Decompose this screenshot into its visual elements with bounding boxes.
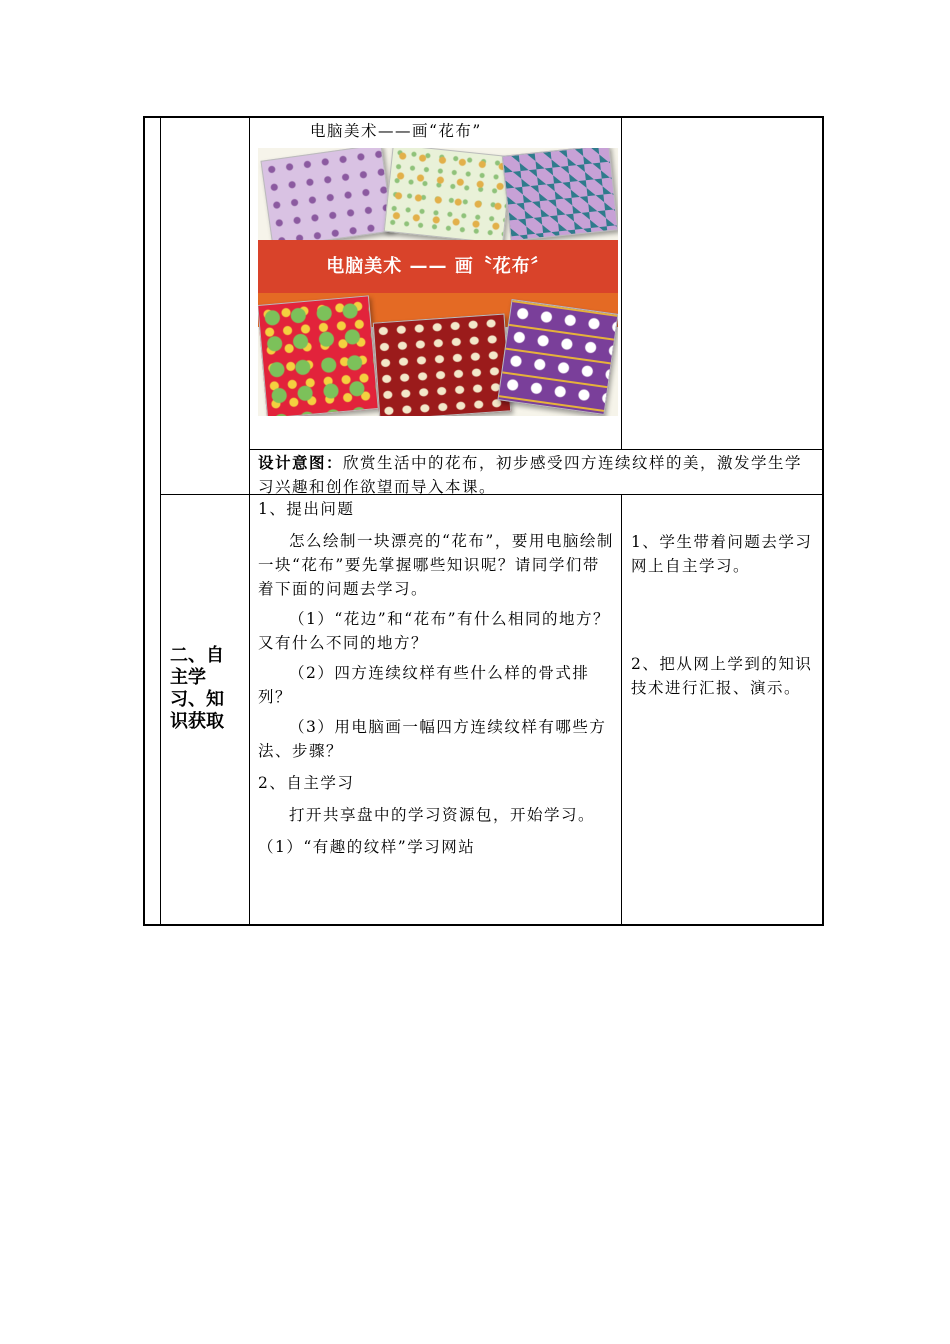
teacher-line-3: （1）“花边”和“花布”有什么相同的地方？又有什么不同的地方？ xyxy=(258,610,611,652)
student-line-1: 1、学生带着问题去学习网上自主学习。 xyxy=(631,533,813,575)
design-intent xyxy=(258,451,818,499)
fabric-swatch-2 xyxy=(384,148,513,244)
fabric-swatch-6 xyxy=(497,299,618,415)
banner-title: 电脑美术——画“花布” xyxy=(310,122,482,140)
section-label: 二、自主学习、知识获取 xyxy=(170,645,224,732)
teacher-line-2: 怎么绘制一块漂亮的“花布”，要用电脑绘制一块“花布”要先掌握哪些知识呢？请同学们带着下面的问题去学习。 xyxy=(258,532,614,598)
teacher-line-5: （3）用电脑画一幅四方连续纹样有哪些方法、步骤？ xyxy=(258,718,607,760)
teacher-line-4: （2）四方连续纹样有些什么样的骨式排列？ xyxy=(258,664,590,706)
fabric-swatch-3 xyxy=(502,148,618,241)
student-line-2: 2、把从网上学到的知识技术进行汇报、演示。 xyxy=(631,655,813,697)
teacher-line-1: 1、提出问题 xyxy=(258,500,355,518)
fabric-swatch-1 xyxy=(260,148,393,248)
teacher-line-8: （1）“有趣的纹样”学习网站 xyxy=(258,838,476,856)
student-activities xyxy=(631,530,816,700)
teacher-activities xyxy=(258,497,616,859)
design-intent-label: 设计意图： xyxy=(258,454,344,472)
teacher-line-6: 2、自主学习 xyxy=(258,774,355,792)
fabric-swatch-4 xyxy=(258,295,379,416)
banner-image xyxy=(258,148,618,416)
banner-text: 电脑美术 —— 画〝花布〞 xyxy=(326,256,550,277)
design-intent-text: 欣赏生活中的花布，初步感受四方连续纹样的美，激发学生学习兴趣和创作欲望而导入本课。 xyxy=(258,454,803,496)
teacher-line-7: 打开共享盘中的学习资源包，开始学习。 xyxy=(289,806,596,824)
fabric-swatch-5 xyxy=(373,314,512,416)
